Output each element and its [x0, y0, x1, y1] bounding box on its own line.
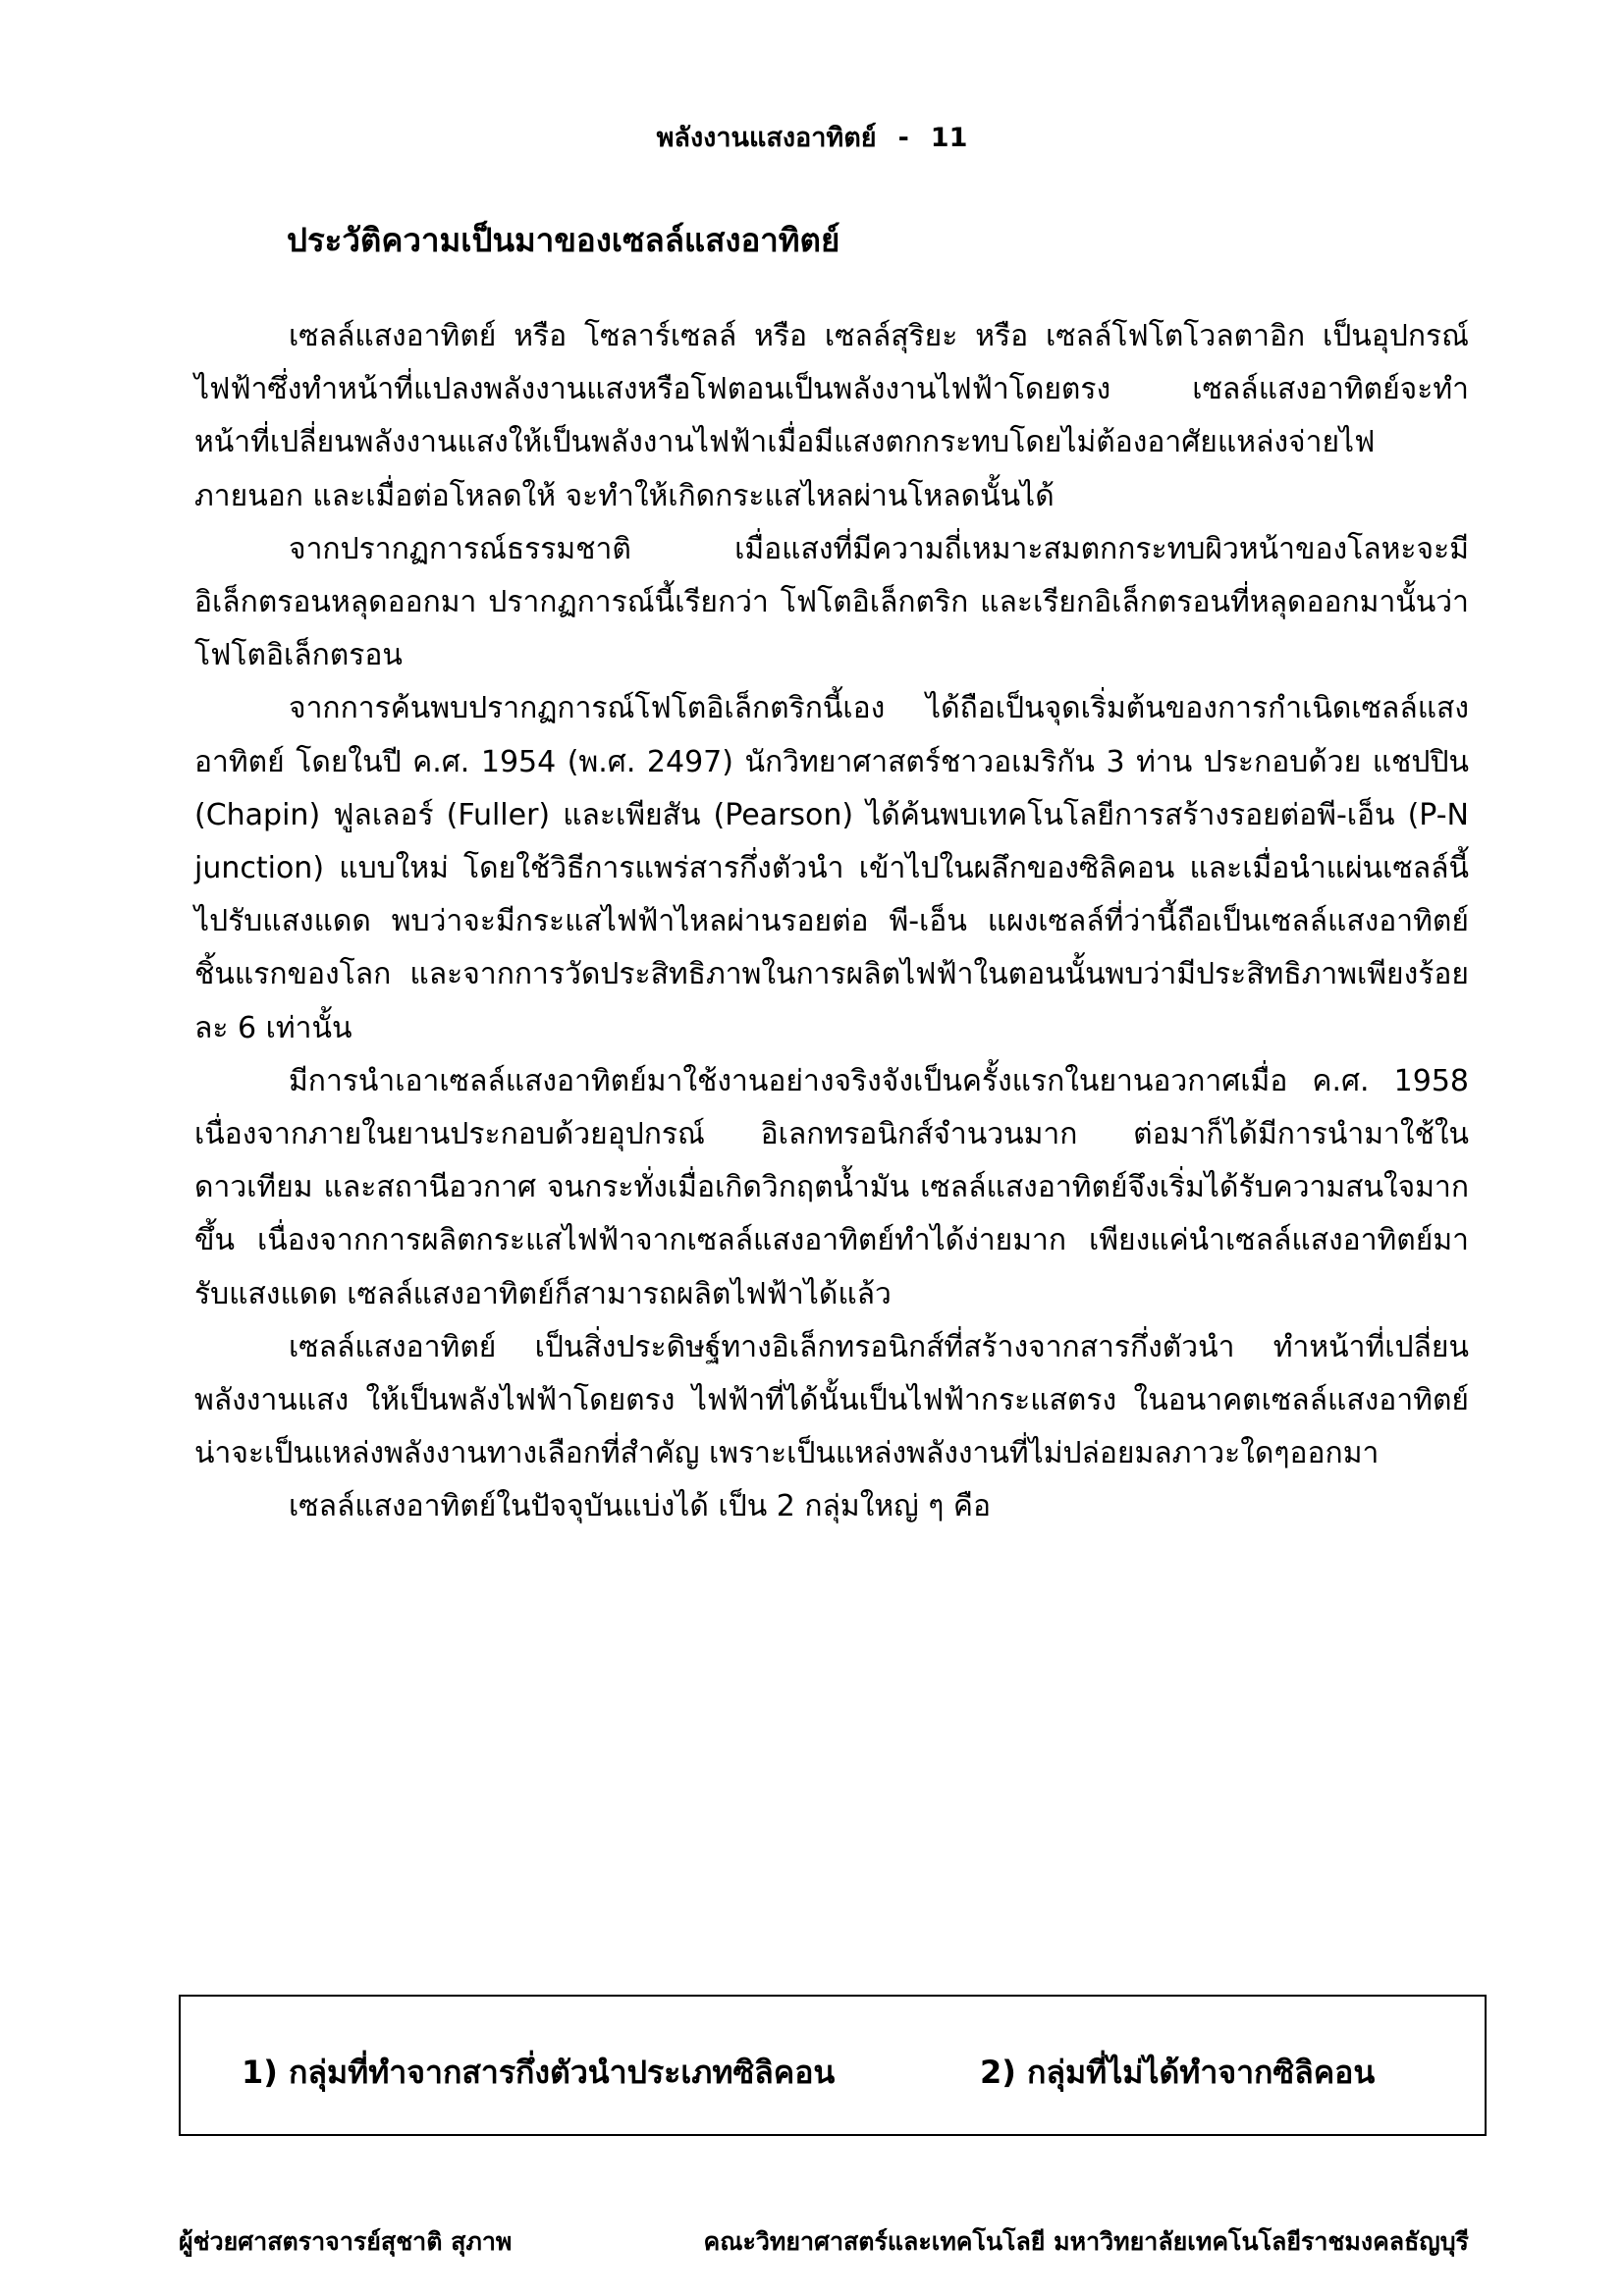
- footer-affiliation: คณะวิทยาศาสตร์และเทคโนโลยี มหาวิทยาลัยเทคโนโลยีราชมงคลธัญบุรี: [703, 2227, 1469, 2256]
- paragraph-1: เซลล์แสงอาทิตย์ หรือ โซลาร์เซลล์ หรือ เซลล์สุริยะ หรือ เซลล์โฟโตโวลตาอิก เป็นอุปกรณ์ไฟฟ้าซึ่งทำหน้าที่แปลงพลังงานแสงหรือโฟตอนเป็นพลังงานไฟฟ้าโดยตรง เซลล์แสงอาทิตย์จะทำหน้าที่เปลี่ยนพลังงานแสงให้เป็นพลังงานไฟฟ้าเมื่อมีแสงตกกระทบโดยไม่ต้องอาศัยแหล่งจ่ายไฟภายนอก และเมื่อต่อโหลดให้ จะทำให้เกิดกระแสไหลผ่านโหลดนั้นได้: [194, 319, 1469, 513]
- paragraph-2: จากปรากฏการณ์ธรรมชาติ เมื่อแสงที่มีความถี่เหมาะสมตกกระทบผิวหน้าของโลหะจะมีอิเล็กตรอนหลุดออกมา ปรากฏการณ์นี้เรียกว่า โฟโตอิเล็กตริก และเรียกอิเล็กตรอนที่หลุดออกมานั้นว่า โฟโตอิเล็กตรอน: [194, 531, 1469, 673]
- paragraph-4: มีการนำเอาเซลล์แสงอาทิตย์มาใช้งานอย่างจริงจังเป็นครั้งแรกในยานอวกาศเมื่อ ค.ศ. 1958 เนื่องจากภายในยานประกอบด้วยอุปกรณ์ อิเลกทรอนิกส์จำนวนมาก ต่อมาก็ได้มีการนำมาใช้ในดาวเทียม และสถานีอวกาศ จนกระทั่งเมื่อเกิดวิกฤตน้ำมัน เซลล์แสงอาทิตย์จึงเริ่มได้รับความสนใจมากขึ้น เนื่องจากการผลิตกระแสไฟฟ้าจากเซลล์แสงอาทิตย์ทำได้ง่ายมาก เพียงแค่นำเซลล์แสงอาทิตย์มารับแสงแดด เซลล์แสงอาทิตย์ก็สามารถผลิตไฟฟ้าได้แล้ว: [194, 1063, 1469, 1311]
- header-separator: -: [897, 123, 909, 153]
- page-header: [0, 116, 1624, 158]
- running-title: พลังงานแสงอาทิตย์: [656, 123, 877, 153]
- page-number: 11: [930, 123, 968, 153]
- paragraph-6: เซลล์แสงอาทิตย์ในปัจจุบันแบ่งได้ เป็น 2 กลุ่มใหญ่ ๆ คือ: [289, 1489, 991, 1524]
- group-item-non-silicon: 2) กลุ่มที่ไม่ได้ทำจากซิลิคอน: [980, 2054, 1376, 2091]
- groups-box: [179, 1995, 1487, 2136]
- group-item-silicon: 1) กลุ่มที่ทำจากสารกึ่งตัวนำประเภทซิลิคอน: [242, 2054, 836, 2091]
- paragraph-5: เซลล์แสงอาทิตย์ เป็นสิ่งประดิษฐ์ทางอิเล็กทรอนิกส์ที่สร้างจากสารกึ่งตัวนำ ทำหน้าที่เปลี่ยนพลังงานแสง ให้เป็นพลังไฟฟ้าโดยตรง ไฟฟ้าที่ได้นั้นเป็นไฟฟ้ากระแสตรง ในอนาคตเซลล์แสงอาทิตย์น่าจะเป็นแหล่งพลังงานทางเลือกที่สำคัญ เพราะเป็นแหล่งพลังงานที่ไม่ปล่อยมลภาวะใดๆออกมา: [194, 1329, 1469, 1471]
- section-title: ประวัติความเป็นมาของเซลล์แสงอาทิตย์: [287, 221, 840, 259]
- footer-author: ผู้ช่วยศาสตราจารย์สุชาติ สุภาพ: [179, 2227, 513, 2256]
- paragraph-3: จากการค้นพบปรากฏการณ์โฟโตอิเล็กตริกนี้เอง ได้ถือเป็นจุดเริ่มต้นของการกำเนิดเซลล์แสงอาทิตย์ โดยในปี ค.ศ. 1954 (พ.ศ. 2497) นักวิทยาศาสตร์ชาวอเมริกัน 3 ท่าน ประกอบด้วย แชปปิน (Chapin) ฟูลเลอร์ (Fuller) และเพียสัน (Pearson) ได้ค้นพบเทคโนโลยีการสร้างรอยต่อพี-เอ็น (P-N junction) แบบใหม่ โดยใช้วิธีการแพร่สารกึ่งตัวนำ เข้าไปในผลึกของซิลิคอน และเมื่อนำแผ่นเซลล์นี้ไปรับแสงแดด พบว่าจะมีกระแสไฟฟ้าไหลผ่านรอยต่อ พี-เอ็น แผงเซลล์ที่ว่านี้ถือเป็นเซลล์แสงอาทิตย์ชิ้นแรกของโลก และจากการวัดประสิทธิภาพในการผลิตไฟฟ้าในตอนนั้นพบว่ามีประสิทธิภาพเพียงร้อยละ 6 เท่านั้น: [194, 691, 1469, 1045]
- body-text: [194, 310, 1469, 1534]
